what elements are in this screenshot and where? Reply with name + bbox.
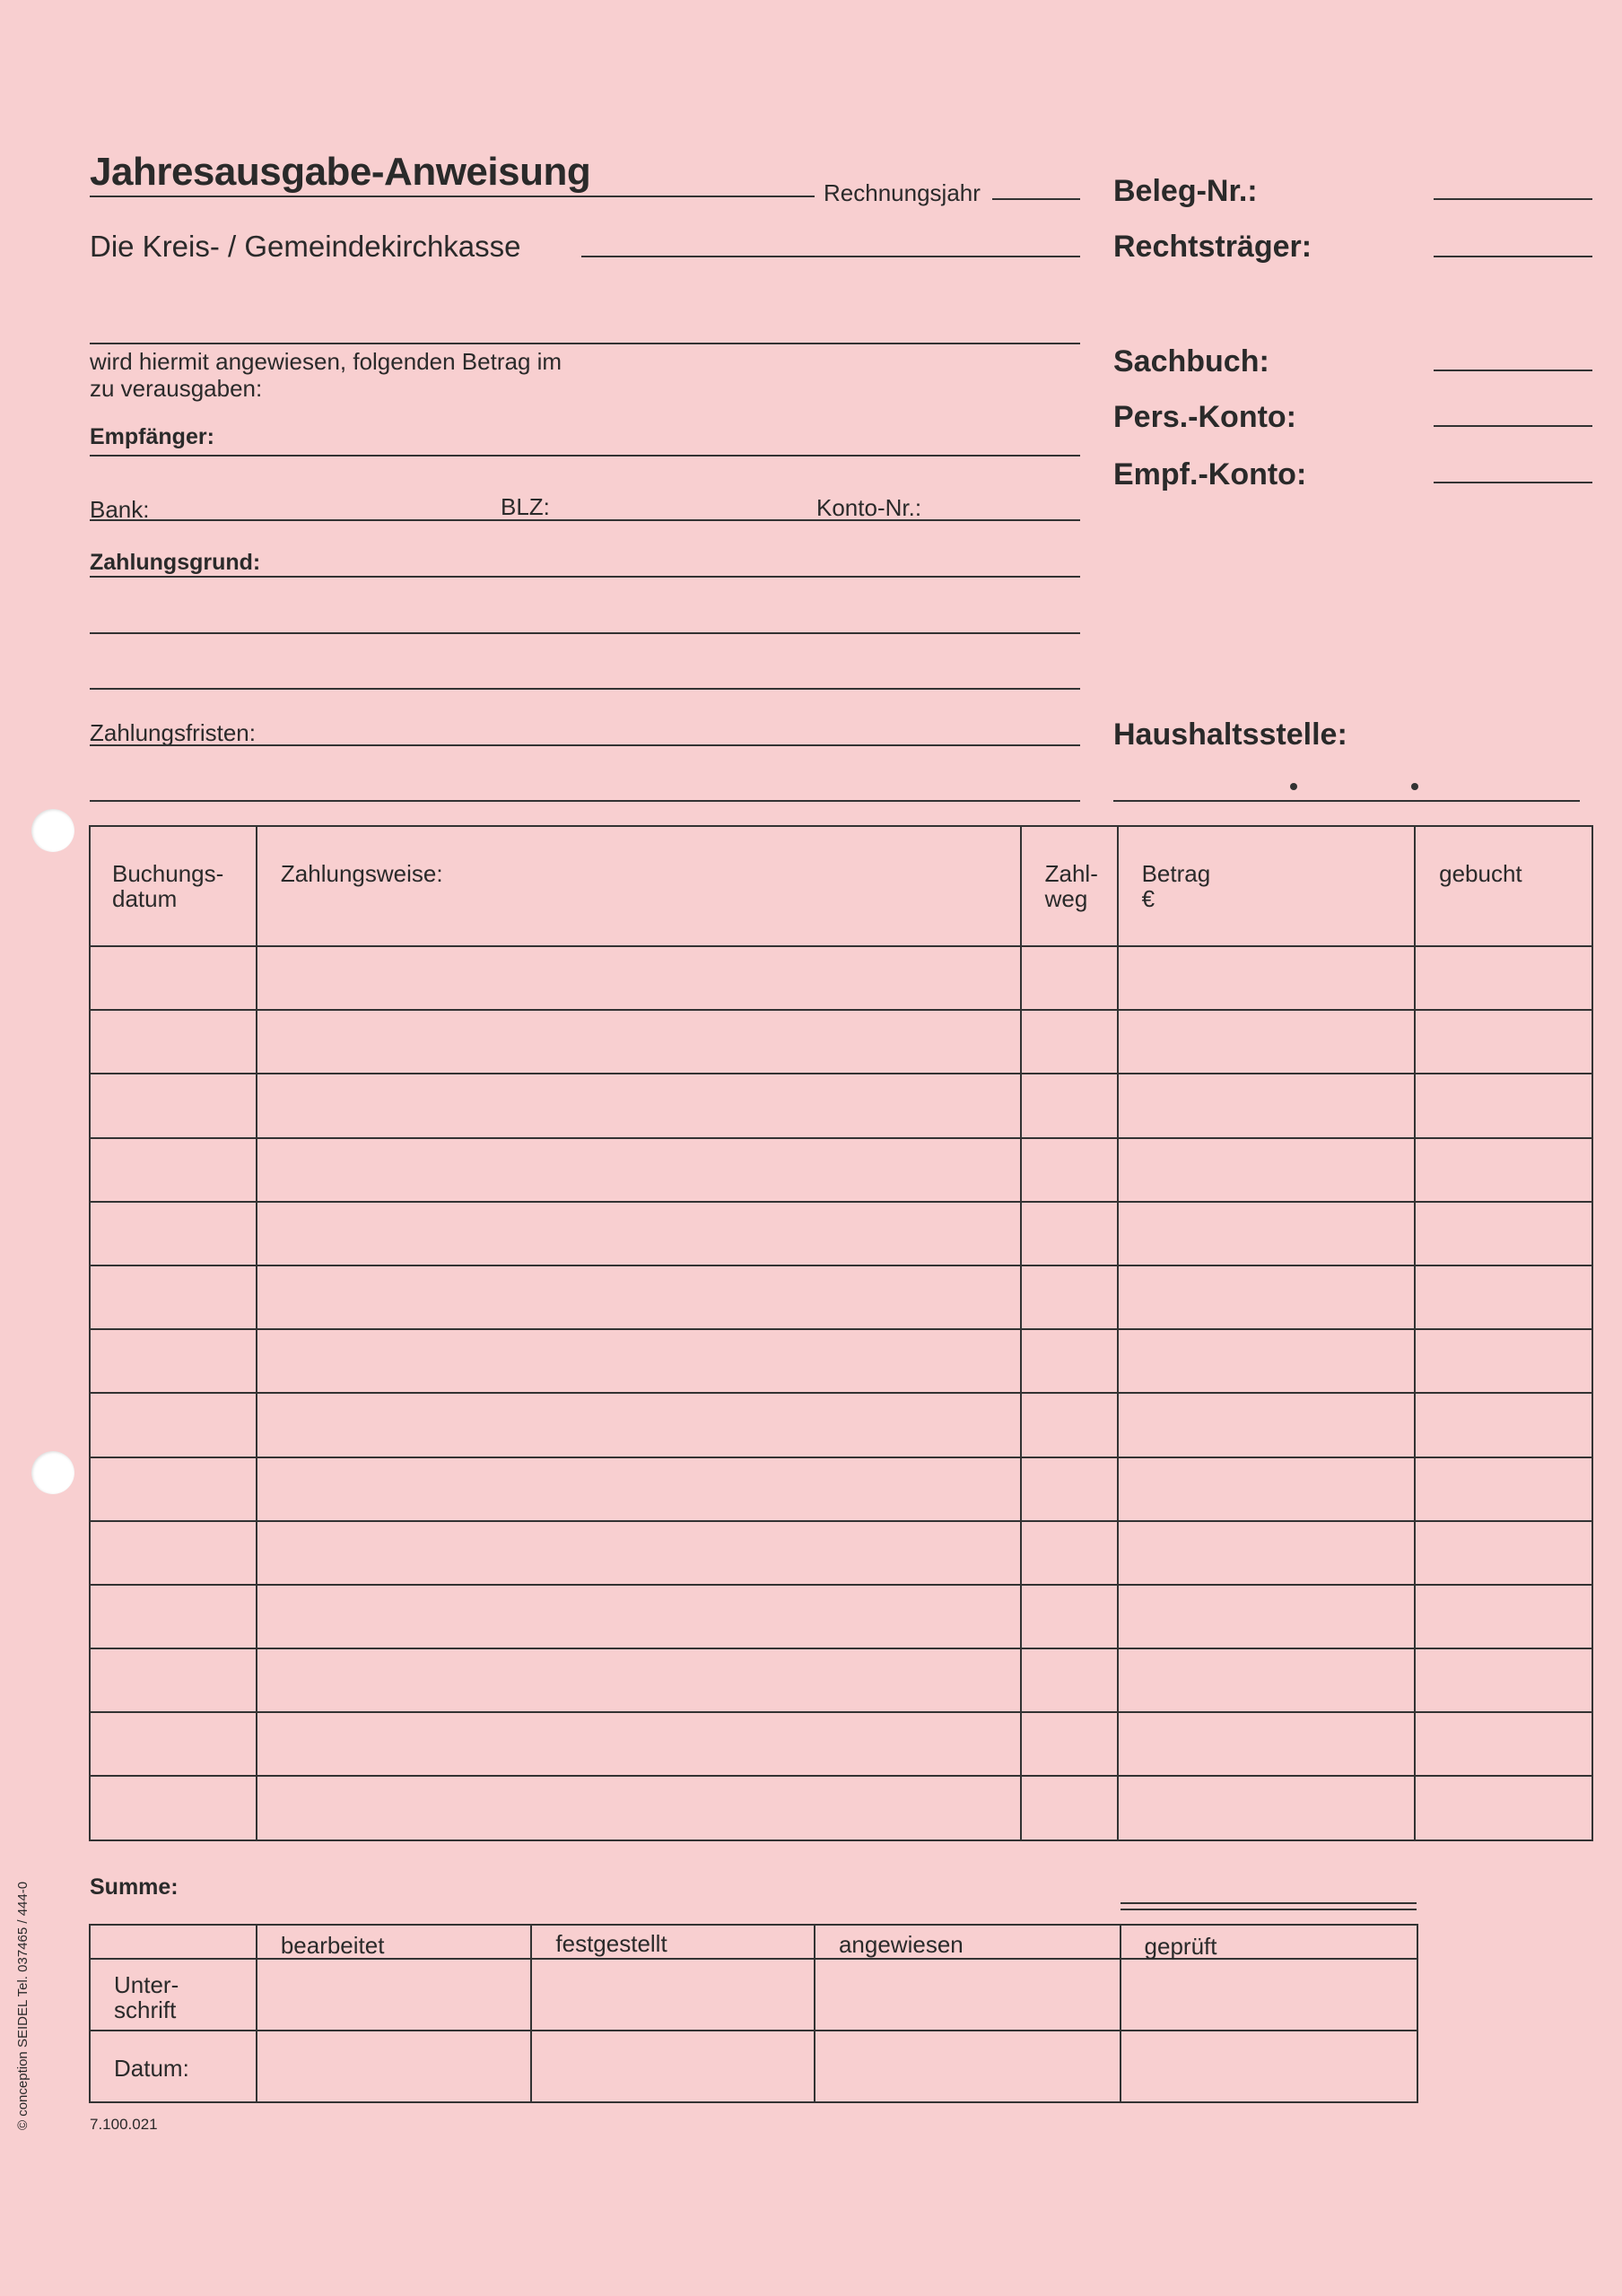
signature-row-unterschrift: [90, 1959, 1417, 2031]
zahlungsfristen-line-1[interactable]: [90, 744, 1080, 746]
booking-cell-betrag[interactable]: [1118, 946, 1416, 1010]
booking-row: [90, 946, 1592, 1010]
empfaenger-label: Empfänger:: [90, 424, 214, 449]
beleg-nr-label: Beleg-Nr.:: [1113, 174, 1258, 208]
booking-cell-zahlweg[interactable]: [1021, 1585, 1118, 1648]
booking-cell-zahlungsweise[interactable]: [257, 1712, 1021, 1776]
instruction-line-1: wird hiermit angewiesen, folgenden Betrag im: [90, 348, 562, 375]
signature-header-empty: [90, 1925, 257, 1959]
header-betrag-2: €: [1141, 885, 1155, 912]
booking-cell-zahlungsweise[interactable]: [257, 946, 1021, 1010]
header-zahlungsweise: [257, 826, 1021, 946]
empf-konto-label: Empf.-Konto:: [1113, 457, 1307, 491]
haushaltsstelle-dot-2: [1411, 783, 1418, 790]
booking-cell-zahlweg[interactable]: [1021, 1712, 1118, 1776]
pers-konto-label: Pers.-Konto:: [1113, 400, 1296, 434]
booking-row: [90, 1521, 1592, 1585]
header-buchungsdatum-2: datum: [112, 885, 178, 912]
summe-label: Summe:: [90, 1874, 179, 1900]
blz-label: BLZ:: [501, 493, 550, 520]
booking-row: [90, 1648, 1592, 1712]
booking-cell-zahlweg[interactable]: [1021, 1074, 1118, 1137]
booking-cell-buchungsdatum[interactable]: [90, 1138, 257, 1202]
booking-cell-gebucht[interactable]: [1415, 1138, 1592, 1202]
booking-row: [90, 1138, 1592, 1202]
kasse-line[interactable]: [581, 256, 1080, 257]
booking-cell-zahlweg[interactable]: [1021, 1138, 1118, 1202]
booking-cell-buchungsdatum[interactable]: [90, 1329, 257, 1393]
rechnungsjahr-line[interactable]: [992, 198, 1080, 200]
booking-cell-zahlungsweise[interactable]: [257, 1202, 1021, 1265]
header-buchungsdatum: [90, 826, 257, 946]
booking-cell-buchungsdatum[interactable]: [90, 1776, 257, 1839]
haushaltsstelle-line[interactable]: [1113, 800, 1580, 802]
header-zahlweg-1: Zahl-: [1044, 860, 1098, 887]
punch-hole-top: [31, 809, 74, 852]
booking-cell-buchungsdatum[interactable]: [90, 1585, 257, 1648]
rechtstraeger-line[interactable]: [1434, 256, 1592, 257]
header-gebucht: [1415, 826, 1592, 946]
col-angewiesen: angewiesen: [838, 1931, 964, 1958]
booking-cell-zahlweg[interactable]: [1021, 1202, 1118, 1265]
booking-cell-gebucht[interactable]: [1415, 1202, 1592, 1265]
booking-cell-zahlweg[interactable]: [1021, 1457, 1118, 1521]
booking-row: [90, 1457, 1592, 1521]
booking-table: [89, 825, 1593, 1841]
booking-cell-betrag[interactable]: [1118, 1776, 1416, 1839]
booking-row: [90, 1074, 1592, 1137]
booking-cell-buchungsdatum[interactable]: [90, 1074, 257, 1137]
rechtstraeger-label: Rechtsträger:: [1113, 230, 1312, 264]
kasse-line-2[interactable]: [90, 343, 1080, 344]
konto-nr-label: Konto-Nr.:: [816, 494, 922, 521]
booking-cell-buchungsdatum[interactable]: [90, 1648, 257, 1712]
booking-cell-buchungsdatum[interactable]: [90, 946, 257, 1010]
summe-line-2: [1121, 1909, 1417, 1910]
booking-cell-gebucht[interactable]: [1415, 1648, 1592, 1712]
booking-cell-gebucht[interactable]: [1415, 1712, 1592, 1776]
booking-cell-betrag[interactable]: [1118, 1712, 1416, 1776]
header-betrag: [1118, 826, 1416, 946]
booking-cell-zahlungsweise[interactable]: [257, 1329, 1021, 1393]
signature-header-festgestellt: [531, 1925, 815, 1959]
header-betrag-1: Betrag: [1141, 860, 1211, 887]
booking-cell-gebucht[interactable]: [1415, 946, 1592, 1010]
booking-cell-buchungsdatum[interactable]: [90, 1712, 257, 1776]
unterschrift-label-2: schrift: [114, 1996, 177, 2023]
booking-cell-zahlungsweise[interactable]: [257, 1265, 1021, 1329]
booking-cell-zahlungsweise[interactable]: [257, 1648, 1021, 1712]
unterschrift-label-1: Unter-: [114, 1971, 179, 1998]
booking-cell-buchungsdatum[interactable]: [90, 1202, 257, 1265]
booking-cell-betrag[interactable]: [1118, 1648, 1416, 1712]
booking-cell-betrag[interactable]: [1118, 1393, 1416, 1457]
booking-cell-betrag[interactable]: [1118, 1329, 1416, 1393]
signature-header-geprueft: [1121, 1925, 1417, 1959]
booking-cell-zahlweg[interactable]: [1021, 1648, 1118, 1712]
title-underline: [90, 196, 815, 197]
summe-line-1[interactable]: [1121, 1902, 1417, 1904]
signature-header-angewiesen: [815, 1925, 1121, 1959]
booking-cell-zahlungsweise[interactable]: [257, 1393, 1021, 1457]
booking-cell-betrag[interactable]: [1118, 1202, 1416, 1265]
booking-row: [90, 1202, 1592, 1265]
booking-cell-zahlweg[interactable]: [1021, 1776, 1118, 1839]
empf-konto-line[interactable]: [1434, 482, 1592, 483]
col-bearbeitet: bearbeitet: [280, 1932, 385, 1959]
copyright-text: © conception SEIDEL Tel. 037465 / 444-0: [15, 1881, 31, 2130]
booking-row: [90, 1712, 1592, 1776]
header-gebucht-label: gebucht: [1439, 860, 1522, 887]
signature-row-datum: [90, 2031, 1417, 2102]
booking-row: [90, 1329, 1592, 1393]
booking-cell-buchungsdatum[interactable]: [90, 1265, 257, 1329]
unterschrift-geprueft-cell[interactable]: [1121, 1959, 1417, 2031]
signature-header-bearbeitet: [257, 1925, 532, 1959]
kasse-label: Die Kreis- / Gemeindekirchkasse: [90, 230, 521, 263]
booking-cell-zahlungsweise[interactable]: [257, 1776, 1021, 1839]
booking-cell-betrag[interactable]: [1118, 1010, 1416, 1074]
zahlungsgrund-line-1[interactable]: [90, 576, 1080, 578]
booking-cell-gebucht[interactable]: [1415, 1010, 1592, 1074]
booking-cell-gebucht[interactable]: [1415, 1265, 1592, 1329]
booking-cell-zahlungsweise[interactable]: [257, 1074, 1021, 1137]
empfaenger-line[interactable]: [90, 455, 1080, 457]
unterschrift-festgestellt-cell[interactable]: [531, 1959, 815, 2031]
booking-cell-buchungsdatum[interactable]: [90, 1457, 257, 1521]
booking-row: [90, 1585, 1592, 1648]
zahlungsgrund-label: Zahlungsgrund:: [90, 550, 261, 575]
booking-row: [90, 1010, 1592, 1074]
booking-cell-zahlungsweise[interactable]: [257, 1585, 1021, 1648]
booking-row: [90, 1393, 1592, 1457]
booking-cell-gebucht[interactable]: [1415, 1521, 1592, 1585]
sachbuch-line[interactable]: [1434, 370, 1592, 371]
zahlungsfristen-label: Zahlungsfristen:: [90, 719, 256, 746]
booking-cell-buchungsdatum[interactable]: [90, 1393, 257, 1457]
row-label-unterschrift: [90, 1959, 257, 2031]
datum-bearbeitet-cell[interactable]: [257, 2031, 532, 2102]
booking-cell-gebucht[interactable]: [1415, 1457, 1592, 1521]
signature-table-header: [90, 1925, 1417, 1959]
booking-cell-zahlungsweise[interactable]: [257, 1457, 1021, 1521]
booking-cell-gebucht[interactable]: [1415, 1329, 1592, 1393]
form-number: 7.100.021: [90, 2116, 158, 2133]
sachbuch-label: Sachbuch:: [1113, 344, 1269, 378]
unterschrift-bearbeitet-cell[interactable]: [257, 1959, 532, 2031]
datum-festgestellt-cell[interactable]: [531, 2031, 815, 2102]
punch-hole-bottom: [31, 1451, 74, 1494]
zahlungsfristen-line-2[interactable]: [90, 800, 1080, 802]
booking-cell-zahlweg[interactable]: [1021, 1010, 1118, 1074]
instruction-line-2: zu verausgaben:: [90, 375, 263, 402]
bank-line[interactable]: [90, 519, 1080, 521]
header-zahlweg-2: weg: [1044, 885, 1088, 912]
zahlungsgrund-line-3[interactable]: [90, 688, 1080, 690]
pers-konto-line[interactable]: [1434, 425, 1592, 427]
booking-cell-zahlungsweise[interactable]: [257, 1010, 1021, 1074]
booking-cell-zahlungsweise[interactable]: [257, 1521, 1021, 1585]
rechnungsjahr-label: Rechnungsjahr: [824, 179, 981, 206]
booking-cell-zahlweg[interactable]: [1021, 1521, 1118, 1585]
booking-cell-betrag[interactable]: [1118, 1457, 1416, 1521]
booking-row: [90, 1776, 1592, 1839]
signature-table: [89, 1924, 1418, 2103]
bank-label: Bank:: [90, 496, 150, 523]
booking-cell-buchungsdatum[interactable]: [90, 1010, 257, 1074]
booking-table-body: [90, 946, 1592, 1840]
booking-table-header: [90, 826, 1592, 946]
haushaltsstelle-dot-1: [1290, 783, 1297, 790]
booking-cell-gebucht[interactable]: [1415, 1776, 1592, 1839]
booking-cell-buchungsdatum[interactable]: [90, 1521, 257, 1585]
booking-cell-zahlweg[interactable]: [1021, 1393, 1118, 1457]
header-buchungsdatum-1: Buchungs-: [112, 860, 224, 887]
booking-cell-zahlweg[interactable]: [1021, 1265, 1118, 1329]
header-zahlungsweise-label: Zahlungsweise:: [280, 860, 443, 887]
datum-angewiesen-cell[interactable]: [815, 2031, 1121, 2102]
datum-geprueft-cell[interactable]: [1121, 2031, 1417, 2102]
booking-cell-zahlweg[interactable]: [1021, 946, 1118, 1010]
booking-cell-gebucht[interactable]: [1415, 1585, 1592, 1648]
col-festgestellt: festgestellt: [555, 1930, 667, 1957]
booking-cell-gebucht[interactable]: [1415, 1074, 1592, 1137]
form-title: Jahresausgabe-Anweisung: [90, 150, 591, 194]
booking-cell-betrag[interactable]: [1118, 1521, 1416, 1585]
booking-cell-zahlweg[interactable]: [1021, 1329, 1118, 1393]
beleg-nr-line[interactable]: [1434, 198, 1592, 200]
booking-cell-betrag[interactable]: [1118, 1265, 1416, 1329]
row-label-datum: [90, 2031, 257, 2102]
booking-cell-betrag[interactable]: [1118, 1138, 1416, 1202]
col-geprueft: geprüft: [1144, 1933, 1217, 1960]
booking-cell-betrag[interactable]: [1118, 1074, 1416, 1137]
datum-label: Datum:: [114, 2055, 189, 2082]
unterschrift-angewiesen-cell[interactable]: [815, 1959, 1121, 2031]
booking-cell-zahlungsweise[interactable]: [257, 1138, 1021, 1202]
zahlungsgrund-line-2[interactable]: [90, 632, 1080, 634]
booking-cell-gebucht[interactable]: [1415, 1393, 1592, 1457]
header-zahlweg: [1021, 826, 1118, 946]
booking-cell-betrag[interactable]: [1118, 1585, 1416, 1648]
haushaltsstelle-label: Haushaltsstelle:: [1113, 718, 1347, 752]
booking-row: [90, 1265, 1592, 1329]
